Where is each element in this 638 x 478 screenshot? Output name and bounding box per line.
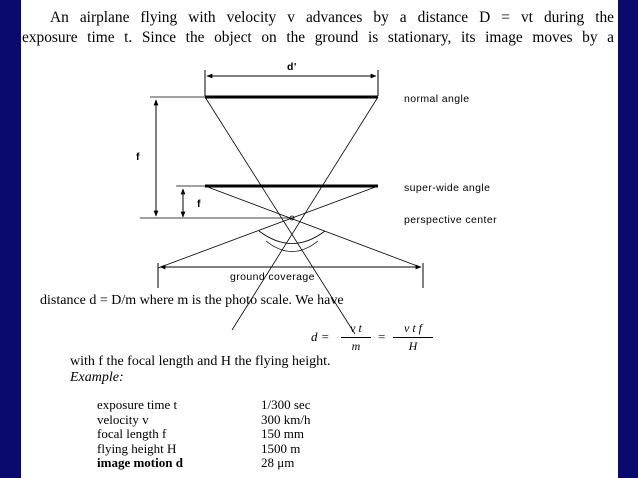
label-perspective-center: perspective center xyxy=(404,214,497,226)
distance-line: distance d = D/m where m is the photo scale. We have xyxy=(40,293,344,308)
label-f-inner: f xyxy=(197,198,201,210)
fraction-numerator-1: v t xyxy=(341,321,371,338)
row-label: focal length f xyxy=(97,426,167,442)
with-line: with f the focal length and H the flying height. xyxy=(70,354,331,369)
fraction-vtf-over-h xyxy=(393,321,433,354)
fraction-denominator-1: m xyxy=(351,339,361,353)
row-value: 1/300 sec xyxy=(261,397,311,412)
row-label: flying height H xyxy=(97,440,177,456)
ray-wide-left xyxy=(205,186,420,267)
row-label: velocity v xyxy=(97,411,149,427)
row-value: 1500 m xyxy=(261,440,301,456)
table-row xyxy=(97,427,310,442)
row-label: image motion d xyxy=(97,455,183,471)
label-dprime: d' xyxy=(287,61,297,73)
fraction-vt-over-m xyxy=(341,321,371,354)
intro-line-2: exposure time t. Since the object on the ground is stationary, its image moves by a xyxy=(22,29,614,46)
table-row xyxy=(97,456,310,471)
fraction-denominator-2: H xyxy=(408,339,418,353)
eq-d-label: d = xyxy=(311,329,330,344)
row-value: 300 km/h xyxy=(261,411,311,427)
angle-arc-normal xyxy=(266,241,318,252)
fraction-numerator-2: v t f xyxy=(393,321,433,338)
label-superwide-angle: super-wide angle xyxy=(404,182,491,194)
eq-equals: = xyxy=(378,329,386,344)
intro-line-1: An airplane flying with velocity v advances by a distance D = vt during the xyxy=(50,9,614,26)
angle-arc-wide xyxy=(259,231,325,244)
label-ground-coverage: ground coverage xyxy=(230,271,315,283)
table-row xyxy=(97,442,310,457)
row-value: 28 μm xyxy=(261,455,295,471)
example-table xyxy=(97,398,310,471)
ray-wide-right xyxy=(158,186,378,268)
table-row xyxy=(97,398,310,413)
row-value: 150 mm xyxy=(261,426,304,442)
label-f-outer: f xyxy=(136,151,140,163)
table-row xyxy=(97,413,310,428)
row-label: exposure time t xyxy=(97,397,178,412)
example-heading: Example: xyxy=(70,370,124,385)
label-normal-angle: normal angle xyxy=(404,93,470,105)
